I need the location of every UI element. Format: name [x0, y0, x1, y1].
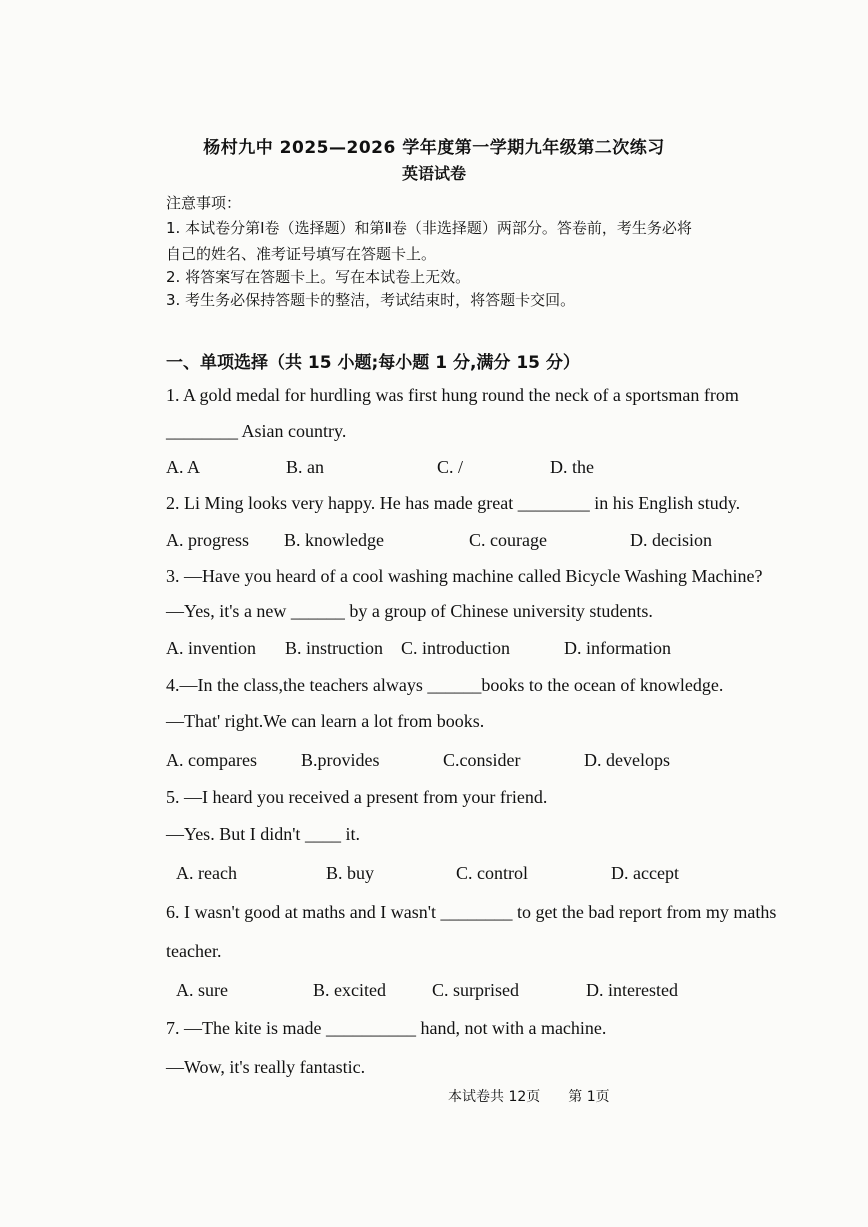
page-footer	[448, 1086, 638, 1106]
option-c: C.consider	[443, 750, 521, 770]
option-c: C. introduction	[401, 638, 510, 658]
option-c: C. surprised	[432, 980, 519, 1000]
question-text: —That' right.We can learn a lot from books.	[166, 711, 485, 731]
note-line: 1. 本试卷分第Ⅰ卷（选择题）和第Ⅱ卷（非选择题）两部分。答卷前，考生务必将	[166, 219, 692, 237]
option-d: D. information	[564, 638, 671, 658]
option-d: D. interested	[586, 980, 678, 1000]
question-text: —Wow, it's really fantastic.	[166, 1057, 366, 1077]
notes-heading: 注意事项：	[166, 194, 242, 212]
exam-subtitle: 英语试卷	[401, 164, 466, 183]
question-text: 1. A gold medal for hurdling was first hung round the neck of a sportsman from	[166, 385, 739, 405]
option-c: C. /	[437, 457, 464, 477]
question-text: 3. —Have you heard of a cool washing machine called Bicycle Washing Machine?	[166, 566, 763, 586]
question-text: ________ Asian country.	[166, 421, 347, 441]
exam-title: 杨村九中 2025—2026 学年度第一学期九年级第二次练习	[203, 138, 665, 158]
total-pages: 本试卷共 12页	[448, 1089, 541, 1105]
option-b: B. instruction	[285, 638, 383, 658]
option-c: C. courage	[469, 530, 547, 550]
question-text: 6. I wasn't good at maths and I wasn't ________ to get the bad report from my maths	[166, 902, 777, 922]
option-d: D. the	[550, 457, 594, 477]
option-d: D. decision	[630, 530, 712, 550]
option-a: A. progress	[166, 530, 249, 550]
option-a: A. sure	[176, 980, 228, 1000]
option-d: D. develops	[584, 750, 670, 770]
question-text: 7. —The kite is made __________ hand, not with a machine.	[166, 1018, 607, 1038]
option-b: B. excited	[313, 980, 386, 1000]
section-heading: 一、单项选择（共 15 小题;每小题 1 分,满分 15 分）	[166, 353, 580, 373]
question-text: —Yes, it's a new ______ by a group of Chinese university students.	[166, 601, 653, 621]
question-text: 4.—In the class,the teachers always ______books to the ocean of knowledge.	[166, 675, 724, 695]
option-a: A. reach	[176, 863, 237, 883]
option-b: B. an	[286, 457, 324, 477]
note-line: 自己的姓名、准考证号填写在答题卡上。	[166, 245, 437, 263]
note-line: 3. 考生务必保持答题卡的整洁，考试结束时，将答题卡交回。	[166, 291, 576, 309]
option-b: B. buy	[326, 863, 375, 883]
question-text: 5. —I heard you received a present from your friend.	[166, 787, 548, 807]
option-a: A. A	[166, 457, 201, 477]
option-b: B. knowledge	[284, 530, 384, 550]
option-c: C. control	[456, 863, 528, 883]
question-text: —Yes. But I didn't ____ it.	[166, 824, 360, 844]
option-b: B.provides	[301, 750, 380, 770]
note-line: 2. 将答案写在答题卡上。写在本试卷上无效。	[166, 268, 471, 286]
question-text: teacher.	[166, 941, 222, 961]
option-d: D. accept	[611, 863, 679, 883]
question-text: 2. Li Ming looks very happy. He has made great ________ in his English study.	[166, 493, 741, 513]
page-number: 第 1页	[568, 1089, 610, 1105]
option-a: A. compares	[166, 750, 257, 770]
option-a: A. invention	[166, 638, 256, 658]
